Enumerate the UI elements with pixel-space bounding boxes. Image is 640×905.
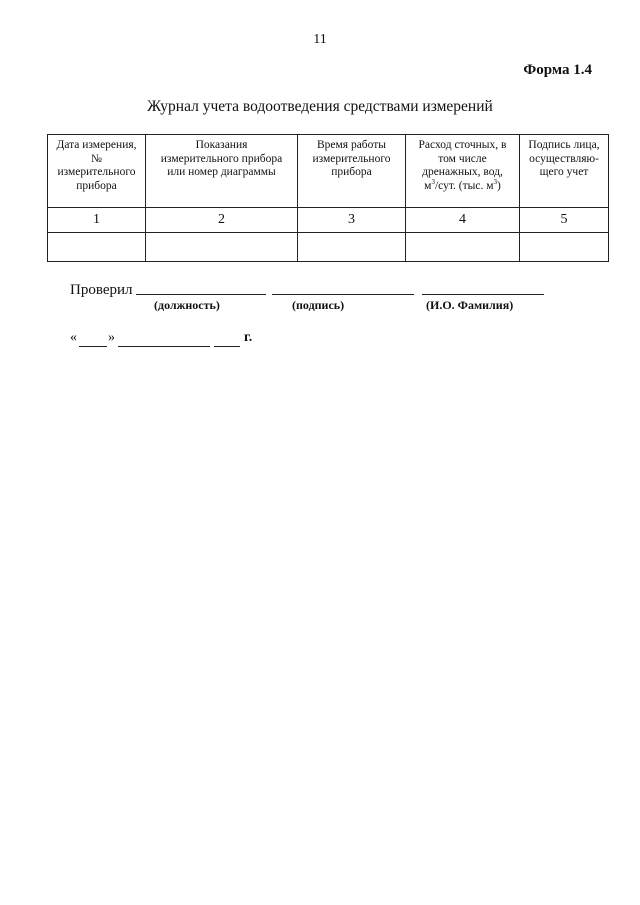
empty-cell (520, 233, 609, 262)
header-line: прибора (331, 166, 372, 178)
page-number: 11 (313, 32, 327, 47)
empty-data-row (48, 233, 609, 262)
header-line: щего учет (539, 166, 589, 178)
column-number: 5 (520, 208, 609, 233)
column-number: 2 (146, 208, 298, 233)
empty-cell (406, 233, 520, 262)
header-wastewater-flow (406, 135, 520, 208)
header-operating-time (298, 135, 406, 208)
position-caption: (должность) (154, 298, 220, 312)
header-line: измерительного прибора (160, 152, 283, 165)
header-line: Время работы (316, 139, 387, 151)
day-line (79, 346, 107, 347)
signature-caption: (подпись) (292, 298, 345, 312)
column-number: 4 (406, 208, 520, 233)
form-label: Форма 1.4 (523, 62, 592, 78)
column-number: 1 (48, 208, 146, 233)
header-line: осуществляю- (529, 152, 599, 165)
header-line: дренажных, вод, (422, 166, 503, 178)
checked-by-label: Проверил (70, 282, 133, 298)
empty-cell (146, 233, 298, 262)
header-line: или номер диаграммы (167, 166, 276, 178)
unit-text: ) (496, 179, 501, 192)
header-line: измерительного (57, 166, 136, 178)
year-line (214, 346, 240, 347)
date-close-quote: » (108, 330, 115, 345)
date-open-quote: « (70, 330, 77, 345)
header-line: Дата измерения, (56, 139, 137, 151)
header-line: Расход сточных, в (418, 139, 507, 151)
header-measurement-date (48, 135, 146, 208)
unit-text: /сут. (тыс. м (434, 179, 494, 192)
empty-cell (48, 233, 146, 262)
header-line: измерительного (312, 152, 391, 165)
unit-superscript: 3 (493, 177, 497, 186)
header-line: том числе (438, 152, 487, 165)
header-line-units (409, 177, 516, 194)
unit-text: м (424, 179, 432, 192)
position-line (136, 294, 266, 295)
name-caption: (И.О. Фамилия) (426, 298, 514, 312)
header-row (48, 135, 609, 208)
signature-line (272, 294, 414, 295)
month-line (118, 346, 210, 347)
header-meter-readings (146, 135, 298, 208)
name-line (422, 294, 544, 295)
date-line (70, 330, 330, 352)
unit-superscript: 3 (431, 177, 435, 186)
column-number-row (48, 208, 609, 233)
header-line: прибора (76, 179, 117, 192)
header-line: Подпись лица, (528, 139, 600, 151)
column-number: 3 (298, 208, 406, 233)
header-signature (520, 135, 609, 208)
header-line: № (91, 152, 102, 165)
signature-block (70, 282, 570, 322)
header-line: Показания (195, 139, 248, 151)
journal-table (47, 134, 609, 262)
year-suffix: г. (244, 330, 253, 345)
document-title: Журнал учета водоотведения средствами измерений (147, 98, 493, 115)
empty-cell (298, 233, 406, 262)
